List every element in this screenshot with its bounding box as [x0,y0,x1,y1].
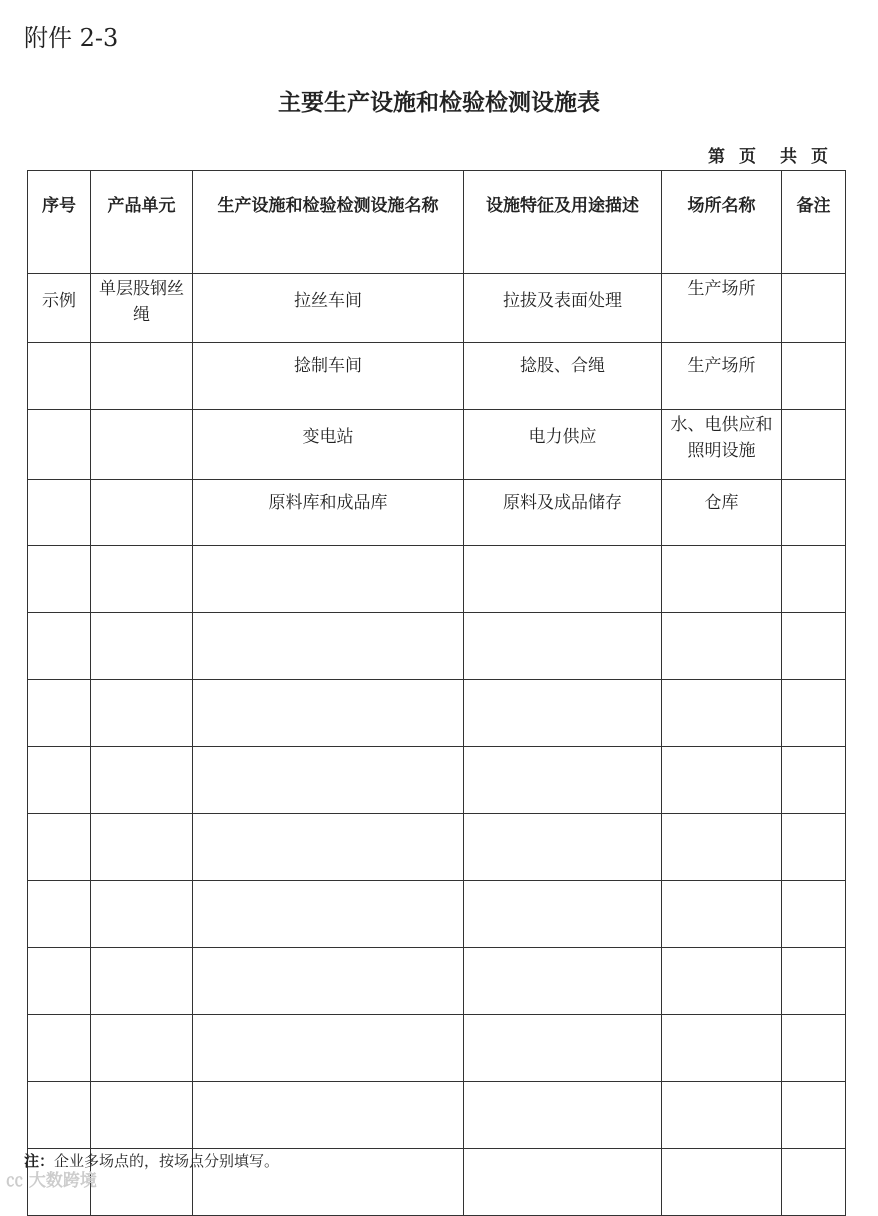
watermark-logo: ㏄ 大数跨境 [6,1171,97,1191]
table-cell[interactable] [662,747,782,814]
table-cell[interactable]: 水、电供应和照明设施 [662,410,782,480]
table-row [28,680,846,747]
table-cell[interactable] [28,1015,91,1082]
table-cell[interactable] [464,814,662,881]
table-cell[interactable]: 拉拔及表面处理 [464,274,662,343]
table-cell[interactable] [91,814,193,881]
table-row [28,410,846,480]
table-cell[interactable] [91,948,193,1015]
table-cell[interactable] [193,680,464,747]
table-cell[interactable] [91,410,193,480]
table-cell[interactable] [782,814,846,881]
page-info-text: 共 [780,147,797,167]
page-info-text: 页 [811,147,828,167]
table-row [28,881,846,948]
table-cell[interactable]: 变电站 [193,410,464,480]
table-cell[interactable]: 捻股、合绳 [464,343,662,410]
column-header: 生产设施和检验检测设施名称 [193,171,464,274]
table-cell[interactable] [464,680,662,747]
table-cell[interactable] [782,1015,846,1082]
table-cell[interactable] [91,1015,193,1082]
table-row [28,1082,846,1149]
table-cell[interactable] [28,948,91,1015]
table-cell[interactable] [782,948,846,1015]
table-cell[interactable] [28,480,91,546]
document-title: 主要生产设施和检验检测设施表 [278,89,600,116]
attachment-label: 附件 2-3 [24,24,119,52]
table-cell[interactable] [28,1082,91,1149]
table-cell[interactable] [464,881,662,948]
page-info [694,142,828,167]
table-cell[interactable]: 仓库 [662,480,782,546]
table-cell[interactable] [782,343,846,410]
table-cell[interactable] [91,881,193,948]
table-cell[interactable]: 生产场所 [662,343,782,410]
table-cell[interactable]: 电力供应 [464,410,662,480]
table-cell[interactable] [662,1149,782,1216]
table-cell[interactable] [782,480,846,546]
table-cell[interactable] [193,546,464,613]
note-text: 企业多场点的，按场点分别填写。 [54,1152,280,1170]
table-cell[interactable]: 原料及成品储存 [464,480,662,546]
table-cell[interactable] [782,747,846,814]
table-cell[interactable]: 捻制车间 [193,343,464,410]
table-row [28,343,846,410]
table-cell[interactable] [782,410,846,480]
table-cell[interactable]: 单层股钢丝绳 [91,274,193,343]
table-cell[interactable] [91,480,193,546]
table-cell[interactable] [782,680,846,747]
table-cell[interactable] [91,1082,193,1149]
table-cell[interactable] [91,680,193,747]
page-info-text: 页 [739,147,756,167]
table-cell[interactable] [464,948,662,1015]
table-cell[interactable] [193,747,464,814]
column-header: 备注 [782,171,846,274]
table-cell[interactable]: 原料库和成品库 [193,480,464,546]
table-cell[interactable] [782,613,846,680]
column-header: 设施特征及用途描述 [464,171,662,274]
table-cell[interactable] [193,1015,464,1082]
table-cell[interactable] [28,747,91,814]
table-cell[interactable] [782,1082,846,1149]
table-cell[interactable] [662,1015,782,1082]
table-cell[interactable]: 示例 [28,274,91,343]
table-row [28,546,846,613]
table-cell[interactable] [91,747,193,814]
table-cell[interactable] [464,546,662,613]
note-label: 注： [24,1152,55,1170]
table-cell[interactable] [193,1082,464,1149]
page-info-text: 第 [708,147,725,167]
table-row [28,747,846,814]
table-cell[interactable] [662,881,782,948]
table-cell[interactable] [193,948,464,1015]
table-cell[interactable]: 拉丝车间 [193,274,464,343]
table-row [28,613,846,680]
table-cell[interactable] [193,814,464,881]
table-cell[interactable] [782,881,846,948]
table-header-row [28,171,846,274]
table-cell[interactable] [782,274,846,343]
table-cell[interactable] [28,343,91,410]
facilities-table [27,170,846,1216]
table-cell[interactable] [464,613,662,680]
table-cell[interactable] [193,881,464,948]
table-cell[interactable] [782,1149,846,1216]
table-row [28,948,846,1015]
table-cell[interactable] [662,1082,782,1149]
column-header: 序号 [28,171,91,274]
table-cell[interactable] [28,814,91,881]
table-cell[interactable] [464,1015,662,1082]
table-cell[interactable] [464,1082,662,1149]
table-cell[interactable] [28,410,91,480]
table-cell[interactable] [28,680,91,747]
table-row [28,1015,846,1082]
table-cell[interactable] [91,613,193,680]
table-cell[interactable] [28,546,91,613]
table-cell[interactable] [193,613,464,680]
table-row [28,480,846,546]
table-cell[interactable] [28,881,91,948]
table-row [28,274,846,343]
table-cell[interactable] [662,546,782,613]
table-row [28,814,846,881]
table-cell[interactable] [91,343,193,410]
table-cell[interactable] [91,546,193,613]
table-cell[interactable] [782,546,846,613]
column-header: 场所名称 [662,171,782,274]
table-cell[interactable] [662,613,782,680]
table-cell[interactable] [662,948,782,1015]
table-cell[interactable]: 生产场所 [662,274,782,343]
table-cell[interactable] [464,747,662,814]
column-header: 产品单元 [91,171,193,274]
table-cell[interactable] [662,680,782,747]
table-cell[interactable] [28,613,91,680]
table-cell[interactable] [464,1149,662,1216]
table-cell[interactable] [662,814,782,881]
